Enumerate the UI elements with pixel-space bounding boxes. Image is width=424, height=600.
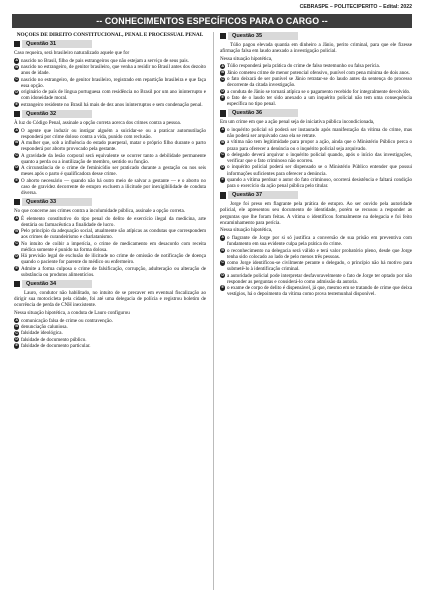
option-text: A gravidade da lesão corporal será equivalente se ocorrer tanto a debilidade permanente quanto a perda ou a inutilização de membro, sentido ou função. (20, 152, 206, 165)
option-letter-icon: C (221, 260, 224, 265)
question-label: Questão 32 (22, 110, 92, 118)
question-marker-icon (14, 199, 20, 206)
option-letter-icon: C (15, 330, 18, 335)
question-marker-icon (14, 281, 20, 288)
option-item[interactable] (220, 63, 412, 69)
question-stem: Lauro, condutor não habilitado, no intuito de se precaver em eventual fiscalização ao dirigir sua motocicleta pela cidade, foi até uma delegacia de polícia e registrou boletim de ocorrência de perda de CNH inexistente. (14, 289, 206, 309)
section-banner: -- CONHECIMENTOS ESPECÍFICOS PARA O CARGO -- (12, 14, 412, 28)
option-item[interactable] (14, 318, 206, 324)
option-text: comunicação falsa de crime ou contravenção. (20, 317, 113, 324)
question-32-header (14, 110, 206, 118)
option-text: falsidade de documento público. (20, 336, 87, 343)
option-letter-icon: E (15, 102, 18, 107)
option-letter-icon: C (15, 152, 18, 157)
option-letter-icon: D (15, 337, 18, 341)
option-letter-icon: D (221, 164, 224, 169)
option-text: quando a vítima perdoar o autor do fato criminoso, ocorrerá desistência e faltará condição para o exercício da ação penal pública pelo titular. (226, 176, 412, 190)
option-item[interactable] (14, 266, 206, 278)
option-item[interactable] (220, 260, 412, 272)
question-stem-2: Nessa situação hipotética, (220, 55, 273, 62)
option-text: O aborto necessário — quando não há outro meio de salvar a gestante — e o aborto no caso de gravidez decorrente de estupro excluem a ilicitude por inexigibilidade de conduta diversa. (20, 177, 206, 196)
option-item[interactable] (14, 178, 206, 196)
option-item[interactable] (14, 330, 206, 336)
option-letter-icon: E (15, 177, 18, 182)
option-text: o delegado deverá arquivar o inquérito policial quando, após o início das investigações, verificar que o fato criminoso não ocorreu. (226, 151, 412, 165)
option-item[interactable] (220, 89, 412, 95)
question-stem-2: Nessa situação hipotética, (220, 227, 273, 234)
option-text: a vítima não tem legitimidade para propor a ação, ainda que o Ministério Público perca o prazo para oferecer a denúncia ou o inquérito policial seja arquivado. (226, 139, 412, 152)
option-letter-icon: E (221, 285, 224, 290)
option-letter-icon: E (221, 95, 224, 100)
option-letter-icon: A (221, 235, 224, 240)
option-item[interactable] (14, 140, 206, 152)
option-item[interactable] (220, 152, 412, 164)
option-text: o inquérito policial poderá ser dispensado se o Ministério Público entender que possui informações suficientes para oferecer a denúncia. (226, 164, 412, 177)
question-stem: Em um crime em que a ação penal seja de iniciativa pública incondicionada, (220, 119, 375, 126)
option-letter-icon: C (221, 152, 224, 157)
question-stem: Jorge foi preso em flagrante pela prática de estupro. Ao ser ouvido pela autoridade policial, ele apresentou seu documento de identidade, porém se recusou a responder as perguntas que lhe foram feitas. A vítima o identificou formalmente na delegacia e foi feito encaminhamento para perícia. (220, 201, 412, 226)
right-column (220, 32, 412, 592)
option-letter-icon: D (221, 272, 224, 277)
option-item[interactable] (14, 89, 206, 101)
options-list (14, 318, 206, 350)
option-text: nascido no Brasil, filho de pais estrangeiros que não estejam a serviço de seus pais. (20, 57, 189, 64)
question-label: Questão 34 (22, 280, 92, 288)
option-text: Túlio responderá pela prática do crime de falso testemunho ou falsa perícia. (226, 63, 381, 70)
option-item[interactable] (14, 102, 206, 108)
option-text: A mulher que, sob a influência do estado puerperal, matar o próprio filho durante o parto responderá por aborto provocado pela gestante. (20, 140, 206, 153)
option-item[interactable] (220, 127, 412, 139)
option-item[interactable] (14, 343, 206, 349)
option-letter-icon: B (15, 64, 18, 69)
option-item[interactable] (220, 95, 412, 107)
option-text: a autoridade policial pode interpretar desfavoravelmente o fato de Jorge ter optado por não responder as perguntas e considerá-lo como admissão da autoria. (226, 272, 412, 285)
question-label: Questão 33 (22, 198, 92, 206)
option-letter-icon: A (15, 317, 18, 322)
option-item[interactable] (14, 253, 206, 265)
options-list (220, 127, 412, 189)
question-marker-icon (14, 41, 20, 48)
option-item[interactable] (14, 77, 206, 89)
option-item[interactable] (14, 228, 206, 240)
options-list (14, 216, 206, 278)
option-text: o inquérito policial só poderá ser instaurado após manifestação da vítima do crime, mas não poderá ser arquivado caso ela se retrate. (226, 126, 412, 140)
option-item[interactable] (14, 128, 206, 140)
question-label: Questão 36 (228, 109, 298, 117)
option-letter-icon: B (221, 247, 224, 252)
question-stem: Caso requeira, será brasileiro naturalizado aquele que for (14, 50, 130, 57)
option-item[interactable] (220, 76, 412, 88)
option-letter-icon: B (15, 228, 18, 233)
option-letter-icon: E (221, 177, 224, 182)
question-marker-icon (220, 110, 226, 117)
option-letter-icon: D (221, 89, 224, 94)
option-text: Pelo princípio da adequação social, atualmente são atípicas as condutas que correspondem aos crimes de curandeirismo e charlatanismo. (20, 228, 206, 241)
option-item[interactable] (14, 58, 206, 64)
option-letter-icon: D (15, 253, 18, 258)
question-marker-icon (220, 33, 226, 40)
option-text: Jânio cometeu crime de menor potencial ofensivo, punível com pena mínima de dois anos. (226, 69, 410, 76)
question-35-header (220, 32, 412, 40)
option-letter-icon: D (15, 89, 18, 94)
question-34-header (14, 280, 206, 288)
option-text: No intuito de coibir a imperícia, o crime de medicamento em desacordo com receita médica somente é punido na forma dolosa. (20, 240, 206, 253)
question-31-header (14, 40, 206, 48)
options-list (220, 63, 412, 107)
option-item[interactable] (220, 139, 412, 151)
question-stem: À luz do Código Penal, assinale a opção correta acerca dos crimes contra a pessoa. (14, 119, 182, 126)
option-text: o fato de o laudo ter sido anexado a um inquérito policial não tem uma consequência específica no tipo penal. (226, 95, 412, 108)
option-item[interactable] (14, 241, 206, 253)
option-item[interactable] (14, 153, 206, 165)
question-stem: Túlio pagou elevada quantia em dinheiro a Jânio, perito criminal, para que ele fizesse afirmação falsa em laudo anexado a investigação policial. (220, 42, 412, 55)
option-item[interactable] (14, 165, 206, 177)
question-marker-icon (14, 111, 20, 118)
option-item[interactable] (220, 235, 412, 247)
question-stem-2: Nessa situação hipotética, a conduta de Lauro configurou (14, 309, 130, 316)
option-item[interactable] (220, 273, 412, 285)
option-text: denunciação caluniosa. (20, 323, 68, 330)
question-33-header (14, 198, 206, 206)
option-item[interactable] (220, 285, 412, 297)
option-text: estrangeiro residente no Brasil há mais de dez anos ininterruptos e sem condenação penal. (20, 101, 203, 108)
option-text: o reconhecimento na delegacia será válido e terá valor probatório pleno, desde que Jorge tenha sido colocado ao lado de pelo menos três pessoas. (226, 247, 412, 260)
option-text: falsidade de documento particular. (20, 342, 91, 349)
option-letter-icon: B (15, 140, 18, 145)
column-divider (213, 32, 214, 590)
option-text: O agente que induzir ou instigar alguém a suicidar-se ou a praticar automutilação responderá por crime doloso contra a vida, punido com reclusão. (20, 127, 206, 140)
option-item[interactable] (14, 64, 206, 76)
option-text: o flagrante de Jorge por si só justifica a conversão de sua prisão em preventiva com fundamento em sua evidente culpa pela prática do crime. (226, 235, 412, 248)
option-text: o fato deixará de ser punível se Jânio retratar-se do laudo antes da sentença do processo decorrente da citada investigação. (226, 76, 412, 89)
option-letter-icon: B (15, 324, 18, 329)
option-item[interactable] (14, 216, 206, 228)
option-letter-icon: E (15, 266, 18, 271)
question-marker-icon (220, 192, 226, 199)
left-column (14, 32, 206, 592)
options-list (220, 235, 412, 297)
option-letter-icon: C (15, 77, 18, 82)
option-letter-icon: A (221, 63, 224, 68)
option-text: a conduta de Jânio se tornará atípica se o pagamento recebido for integralmente devolvido. (226, 88, 411, 95)
option-text: Há previsão legal de exclusão de ilicitude no crime de omissão de notificação de doença quando o paciente for parente do médico ou enfermeiro. (20, 253, 206, 266)
option-text: É elemento constitutivo do tipo penal do delito de exercício ilegal da medicina, arte dentária ou farmacêutica a finalidade de lucro. (20, 215, 206, 228)
option-text: A circunstância de o crime de feminicídio ser praticado durante a gestação ou nos seis meses após o parto é qualificadora desse crime. (20, 165, 206, 178)
option-item[interactable] (220, 164, 412, 176)
option-text: o exame de corpo de delito é dispensável, já que, mesmo em se tratando de crime que deixa vestígios, há o depoimento da vítima como prova testemunhal disponível. (226, 285, 412, 298)
question-label: Questão 37 (228, 191, 298, 199)
option-text: originário de país de língua portuguesa com residência no Brasil por um ano ininterrupto e com idoneidade moral. (20, 89, 206, 102)
option-text: nascido no estrangeiro, de genitor brasileiro, que venha a residir no Brasil antes dos dezoito anos de idade. (20, 64, 206, 77)
option-letter-icon: E (15, 343, 18, 348)
question-label: Questão 35 (228, 32, 298, 40)
option-letter-icon: C (221, 76, 224, 81)
option-item[interactable] (220, 248, 412, 260)
section-title: NOÇÕES DE DIREITO CONSTITUCIONAL, PENAL E PROCESSUAL PENAL (16, 32, 204, 38)
options-list (14, 58, 206, 108)
question-label: Questão 31 (22, 40, 92, 48)
option-text: como Jorge identificou-se civilmente perante o delegado, o princípio não há motivo para submetê-lo à identificação criminal. (226, 260, 412, 273)
option-letter-icon: A (221, 127, 224, 132)
question-37-header (220, 191, 412, 199)
option-text: Admite a forma culposa o crime de falsificação, corrupção, adulteração ou alteração de substância ou produtos alimentícios. (20, 265, 206, 278)
question-stem: No que concerne aos crimes contra a incolumidade pública, assinale a opção correta. (14, 207, 185, 214)
page-header: CEBRASPE – POLITECIPERITO – Edital: 2022 (299, 4, 412, 10)
option-letter-icon: B (221, 139, 224, 144)
option-item[interactable] (14, 337, 206, 343)
option-letter-icon: C (15, 241, 18, 246)
option-letter-icon: D (15, 165, 18, 170)
option-item[interactable] (220, 177, 412, 189)
question-36-header (220, 109, 412, 117)
option-letter-icon: A (15, 58, 18, 63)
option-letter-icon: A (15, 216, 18, 221)
option-letter-icon: B (221, 70, 224, 75)
options-list (14, 128, 206, 196)
option-text: nascido no estrangeiro, de genitor brasileiro, registrado em repartição brasileira e que faça essa opção. (20, 76, 206, 89)
option-text: falsidade ideológica. (20, 330, 63, 337)
option-letter-icon: A (15, 127, 18, 132)
